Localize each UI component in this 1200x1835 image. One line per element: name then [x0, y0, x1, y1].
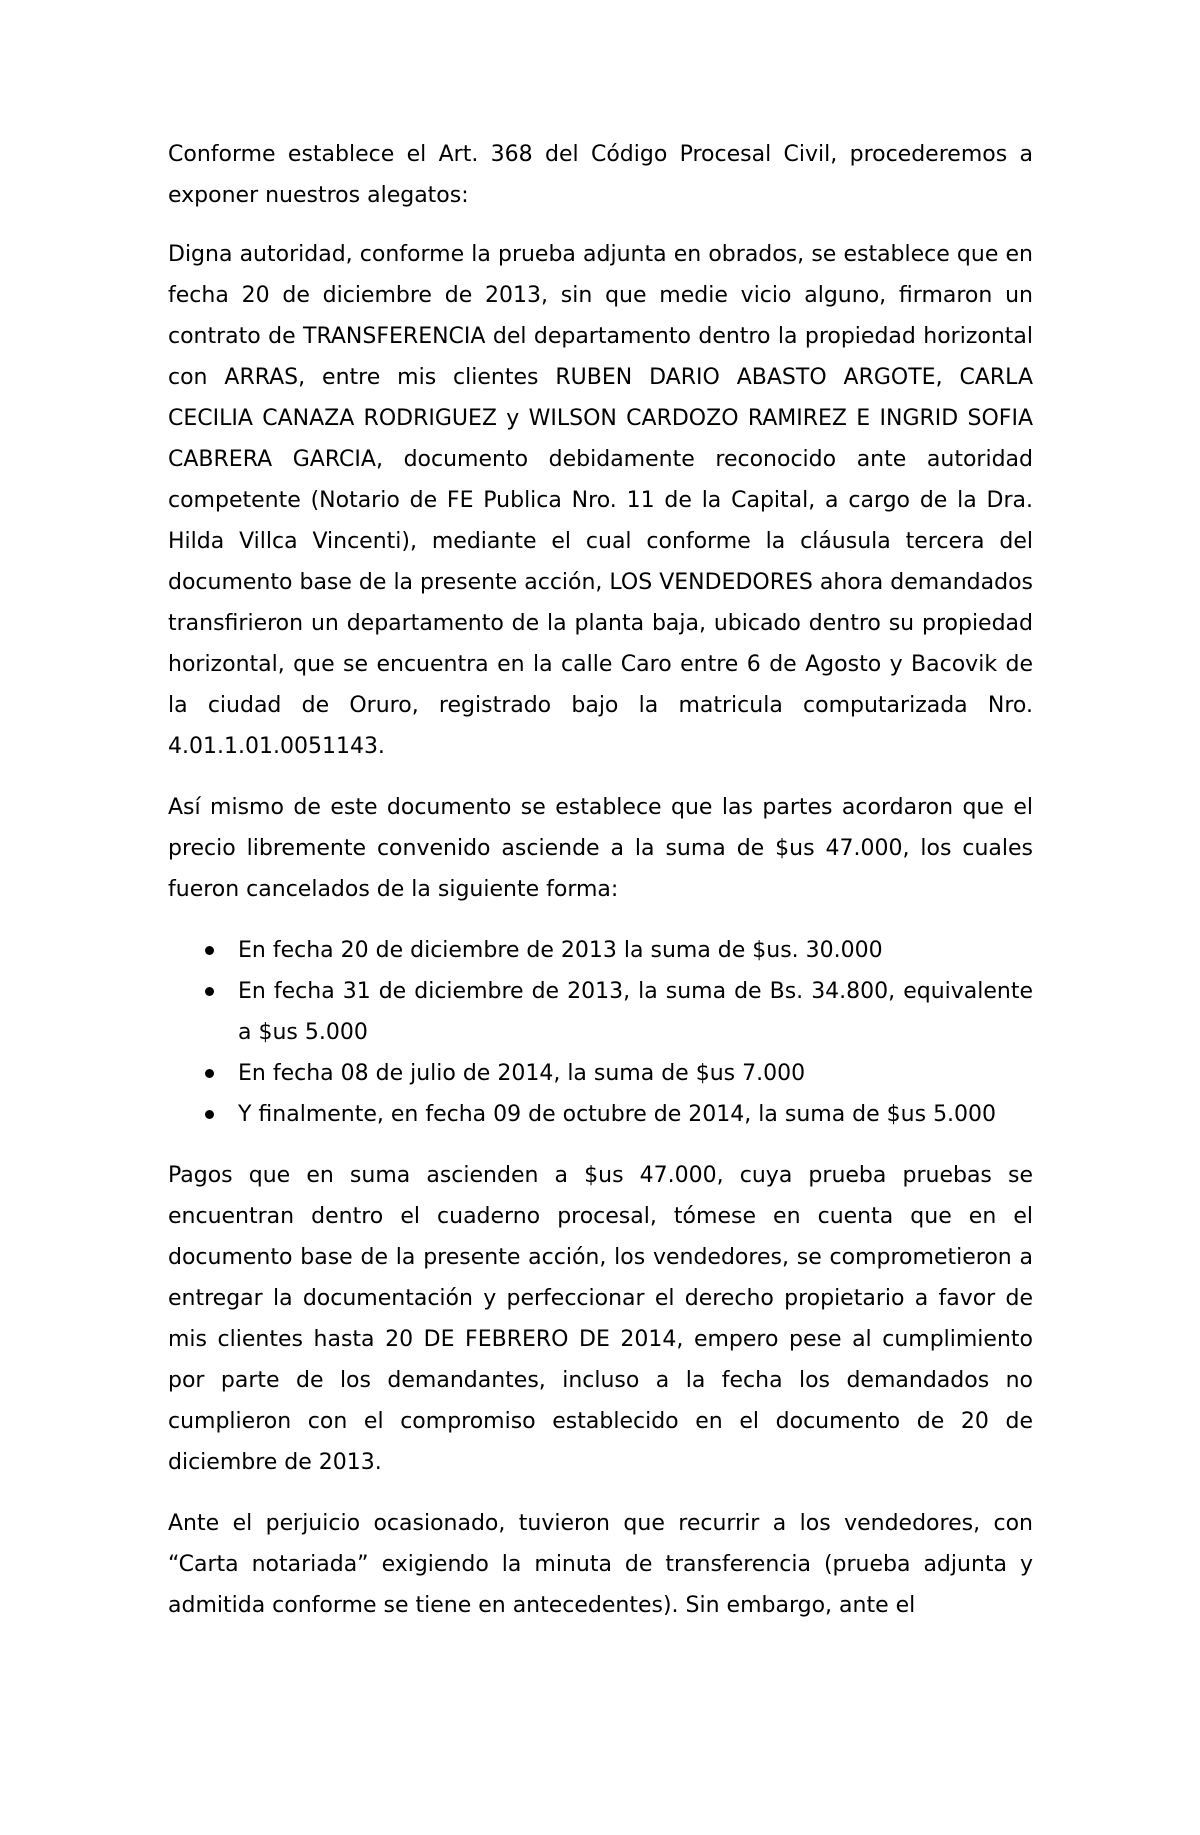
payments-list: [168, 930, 1033, 1135]
document-page: [168, 134, 1033, 1646]
paragraph-notarized-letter: Ante el perjuicio ocasionado, tuvieron que recurrir a los vendedores, con “Carta notariada” exigiendo la minuta de transferencia (prueba adjunta y admitida conforme se tiene en antecedentes). Sin embargo, ante el: [168, 1511, 1033, 1618]
bullet-icon: [205, 1069, 214, 1078]
list-item-text: Y finalmente, en fecha 09 de octubre de 2014, la suma de $us 5.000: [238, 1102, 997, 1127]
list-item-text: En fecha 08 de julio de 2014, la suma de $us 7.000: [238, 1061, 806, 1086]
list-item: [168, 930, 1033, 971]
list-item-text: En fecha 31 de diciembre de 2013, la suma de Bs. 34.800, equivalente a $us 5.000: [238, 979, 1033, 1045]
list-item: [168, 1053, 1033, 1094]
list-item-text: En fecha 20 de diciembre de 2013 la suma de $us. 30.000: [238, 938, 883, 963]
bullet-icon: [205, 946, 214, 955]
list-item: [168, 1094, 1033, 1135]
paragraph-payments-summary: Pagos que en suma ascienden a $us 47.000, cuya prueba pruebas se encuentran dentro el cuaderno procesal, tómese en cuenta que en el documento base de la presente acción, los vendedores, se comprometieron a entregar la documentación y perfeccionar el derecho propietario a favor de mis clientes hasta 20 DE FEBRERO DE 2014, empero pese al cumplimiento por parte de los demandantes, incluso a la fecha los demandados no cumplieron con el compromiso establecido en el documento de 20 de diciembre de 2013.: [168, 1163, 1033, 1475]
paragraph-contract: Digna autoridad, conforme la prueba adjunta en obrados, se establece que en fecha 20 de diciembre de 2013, sin que medie vicio alguno, firmaron un contrato de TRANSFERENCIA del departamento dentro la propiedad horizontal con ARRAS, entre mis clientes RUBEN DARIO ABASTO ARGOTE, CARLA CECILIA CANAZA RODRIGUEZ y WILSON CARDOZO RAMIREZ E INGRID SOFIA CABRERA GARCIA, documento debidamente reconocido ante autoridad competente (Notario de FE Publica Nro. 11 de la Capital, a cargo de la Dra. Hilda Villca Vincenti), mediante el cual conforme la cláusula tercera del documento base de la presente acción, LOS VENDEDORES ahora demandados transfirieron un departamento de la planta baja, ubicado dentro su propiedad horizontal, que se encuentra en la calle Caro entre 6 de Agosto y Bacovik de la ciudad de Oruro, registrado bajo la matricula computarizada Nro. 4.01.1.01.0051143.: [168, 242, 1033, 759]
bullet-icon: [205, 987, 214, 996]
paragraph-price: Así mismo de este documento se establece que las partes acordaron que el precio libremente convenido asciende a la suma de $us 47.000, los cuales fueron cancelados de la siguiente forma:: [168, 795, 1033, 902]
bullet-icon: [205, 1110, 214, 1119]
paragraph-intro: Conforme establece el Art. 368 del Código Procesal Civil, procederemos a exponer nuestros alegatos:: [168, 142, 1033, 208]
list-item: [168, 971, 1033, 1053]
